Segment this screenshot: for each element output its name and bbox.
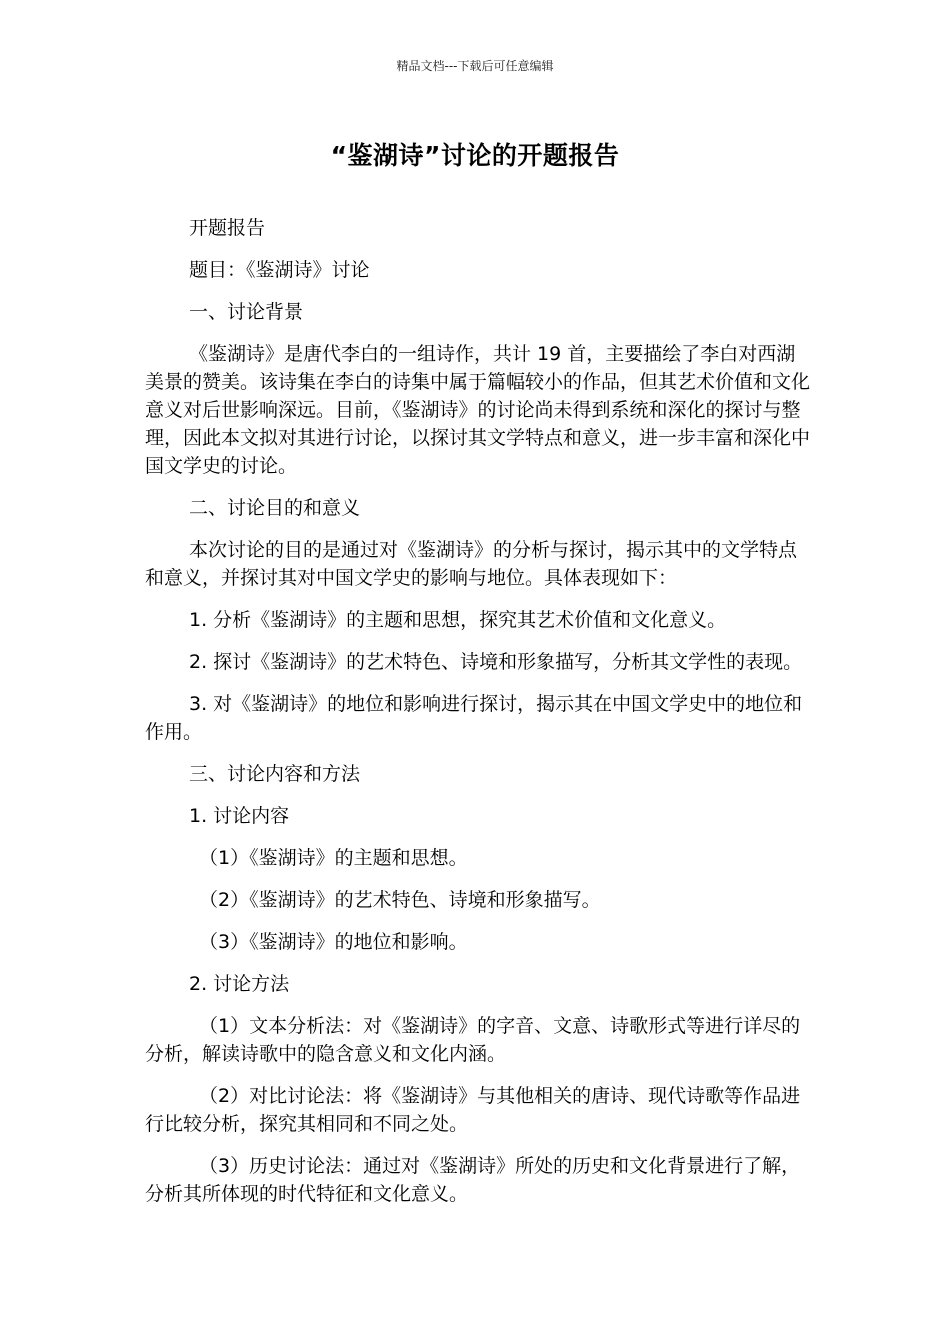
method-item: （3）历史讨论法：通过对《鉴湖诗》所处的历史和文化背景进行了解，分析其所体现的时代特征和文化意义。 <box>145 1155 801 1205</box>
heading-purpose: 二、讨论目的和意义 <box>189 497 361 519</box>
heading-content-method: 三、讨论内容和方法 <box>189 763 361 785</box>
content-item: （1）《鉴湖诗》的主题和思想。 <box>199 847 468 869</box>
topic-line: 题目：《鉴湖诗》讨论 <box>189 259 370 281</box>
method-item: （2）对比讨论法：将《鉴湖诗》与其他相关的唐诗、现代诗歌等作品进行比较分析，探究其相同和不同之处。 <box>145 1085 801 1135</box>
document-body <box>145 214 810 1208</box>
document-title: “鉴湖诗”讨论的开题报告 <box>330 141 620 170</box>
list-item: 2. 探讨《鉴湖诗》的艺术特色、诗境和形象描写，分析其文学性的表现。 <box>189 651 803 673</box>
subheading-method: 2. 讨论方法 <box>189 973 290 995</box>
heading-background: 一、讨论背景 <box>189 301 304 323</box>
section-label: 开题报告 <box>189 217 266 239</box>
page-header: 精品文档---下载后可任意编辑 <box>396 59 554 73</box>
content-item: （3）《鉴湖诗》的地位和影响。 <box>199 931 468 953</box>
subheading-content: 1. 讨论内容 <box>189 805 290 827</box>
method-item: （1）文本分析法：对《鉴湖诗》的字音、文意、诗歌形式等进行详尽的分析，解读诗歌中的隐含意义和文化内涵。 <box>145 1015 801 1065</box>
paragraph-background: 《鉴湖诗》是唐代李白的一组诗作，共计 19 首，主要描绘了李白对西湖美景的赞美。该诗集在李白的诗集中属于篇幅较小的作品，但其艺术价值和文化意义对后世影响深远。目前，《鉴湖诗》的讨论尚未得到系统和深化的探讨与整理，因此本文拟对其进行讨论，以探讨其文学特点和意义，进一步丰富和深化中国文学史的讨论。 <box>145 343 811 477</box>
list-item: 3. 对《鉴湖诗》的地位和影响进行探讨，揭示其在中国文学史中的地位和作用。 <box>145 693 803 743</box>
paragraph-purpose: 本次讨论的目的是通过对《鉴湖诗》的分析与探讨，揭示其中的文学特点和意义，并探讨其对中国文学史的影响与地位。具体表现如下： <box>145 539 798 589</box>
content-item: （2）《鉴湖诗》的艺术特色、诗境和形象描写。 <box>199 889 601 911</box>
list-item: 1. 分析《鉴湖诗》的主题和思想，探究其艺术价值和文化意义。 <box>189 609 727 631</box>
